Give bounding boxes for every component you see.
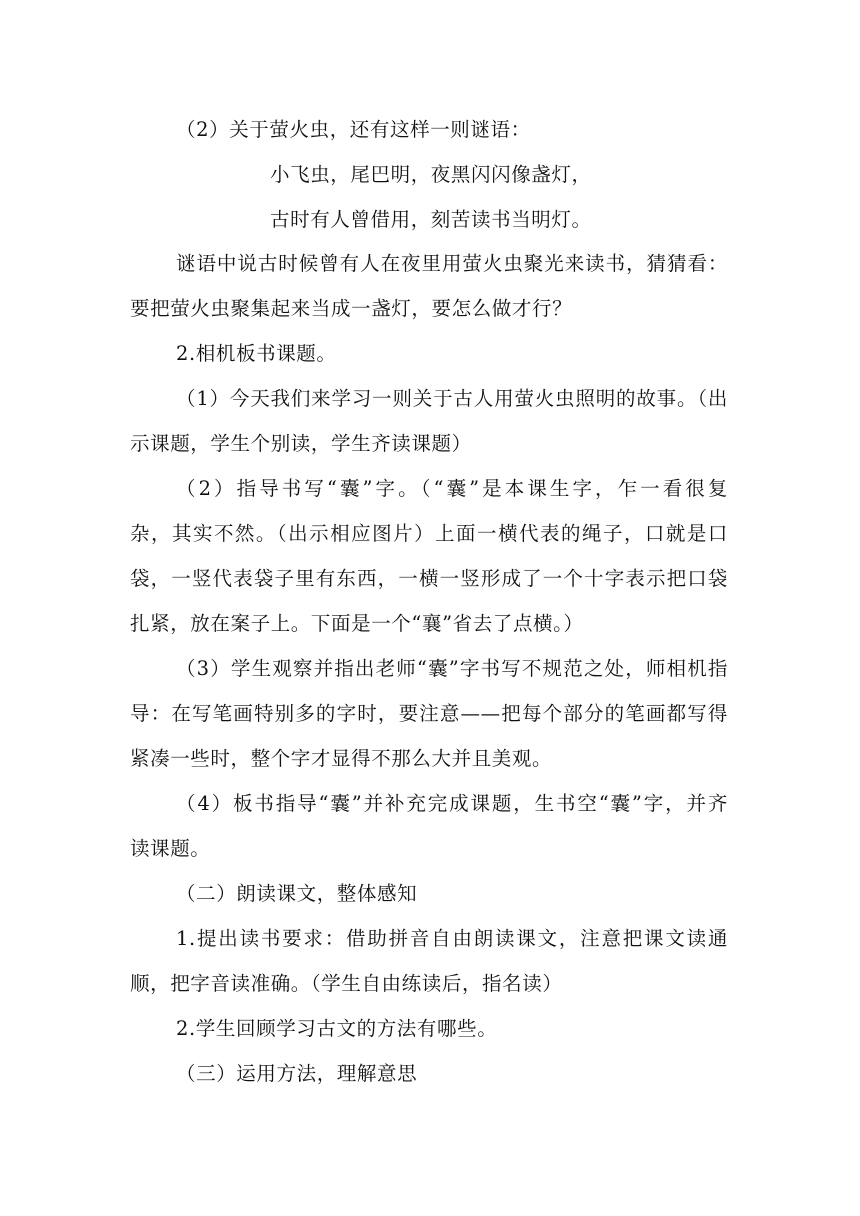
riddle-line: 古时有人曾借用，刻苦读书当明灯。 (270, 208, 592, 231)
text-line: 导：在写笔画特别多的字时，要注意——把每个部分的笔画都写得 (130, 702, 728, 725)
text-line: 袋，一竖代表袋子里有东西，一横一竖形成了一个十字表示把口袋 (130, 567, 728, 590)
text-line: 顺，把字音读准确。（学生自由练读后，指名读） (130, 972, 563, 995)
text-line: 读课题。 (130, 837, 211, 860)
text-line: 杂，其实不然。（出示相应图片）上面一横代表的绳子，口就是口 (130, 522, 728, 545)
text-line: （4）板书指导“囊”并补充完成课题，生书空“囊”字，并齐 (176, 792, 728, 815)
section-heading: （二）朗读课文，整体感知 (176, 882, 418, 905)
text-line: （2）关于萤火虫，还有这样一则谜语： (176, 118, 531, 141)
text-line: 2.相机板书课题。 (176, 342, 337, 365)
text-line: （1）今天我们来学习一则关于古人用萤火虫照明的故事。（出 (176, 387, 728, 410)
text-line: （2）指导书写“囊”字。（“囊”是本课生字，乍一看很复 (176, 477, 728, 500)
text-line: 示课题，学生个别读，学生齐读课题） (130, 432, 472, 455)
section-heading: （三）运用方法，理解意思 (176, 1062, 418, 1085)
text-line: （3）学生观察并指出老师“囊”字书写不规范之处，师相机指 (176, 657, 728, 680)
text-line: 要把萤火虫聚集起来当成一盏灯，要怎么做才行？ (130, 297, 573, 320)
text-line: 扎紧，放在案子上。下面是一个“襄”省去了点横。） (130, 612, 584, 635)
text-line: 2.学生回顾学习古文的方法有哪些。 (176, 1017, 498, 1040)
text-line: 1.提出读书要求：借助拼音自由朗读课文，注意把课文读通 (176, 927, 728, 950)
text-line: 谜语中说古时候曾有人在夜里用萤火虫聚光来读书，猜猜看： (176, 252, 728, 275)
text-line: 紧凑一些时，整个字才显得不那么大并且美观。 (130, 747, 553, 770)
riddle-line: 小飞虫，尾巴明，夜黑闪闪像盏灯， (270, 163, 592, 186)
